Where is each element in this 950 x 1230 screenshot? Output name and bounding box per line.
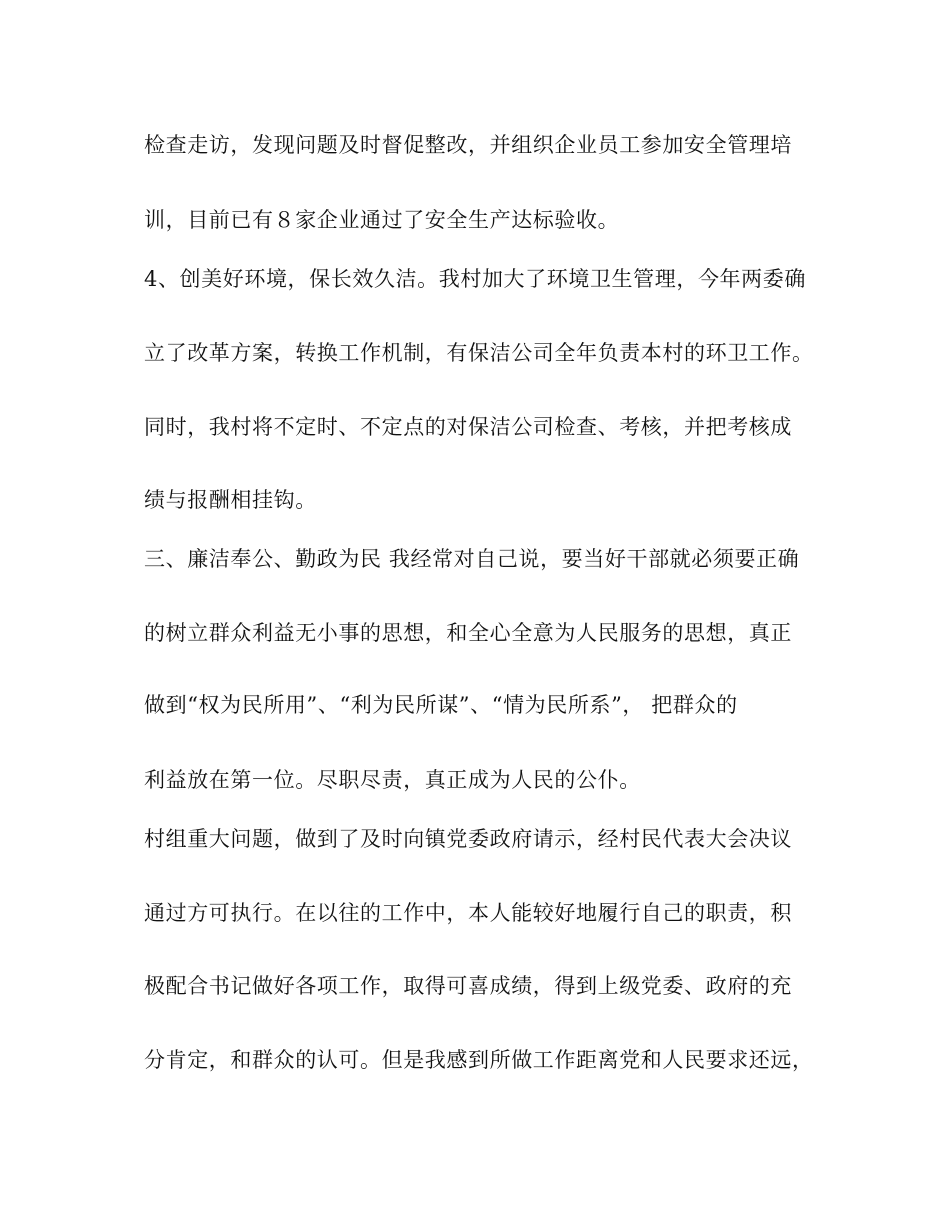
text-line: 做到“权为民所用”、“利为民所谋”、“情为民所系”， 把群众的 [144, 693, 738, 717]
text-line: 通过方可执行。在以往的工作中，本人能较好地履行自己的职责，积 [144, 901, 792, 925]
text-line: 绩与报酬相挂钩。 [144, 488, 317, 512]
text-line: 三、廉洁奉公、勤政为民 我经常对自己说，要当好干部就必须要正确 [144, 547, 800, 571]
text-line: 的树立群众利益无小事的思想，和全心全意为人民服务的思想，真正 [144, 621, 792, 645]
text-line: 利益放在第一位。尽职尽责，真正成为人民的公仆。 [144, 768, 641, 792]
text-line: 立了改革方案，转换工作机制，有保洁公司全年负责本村的环卫工作。 [144, 341, 814, 365]
text-line: 检查走访，发现问题及时督促整改，并组织企业员工参加安全管理培 [144, 133, 792, 157]
text-line: 分肯定，和群众的认可。但是我感到所做工作距离党和人民要求还远， [144, 1048, 814, 1072]
text-line: 村组重大问题，做到了及时向镇党委政府请示，经村民代表大会决议 [144, 827, 792, 851]
text-line: 同时，我村将不定时、不定点的对保洁公司检查、考核，并把考核成 [144, 415, 792, 439]
text-line: 4、创美好环境，保长效久洁。我村加大了环境卫生管理，今年两委确 [144, 267, 806, 291]
text-line: 极配合书记做好各项工作，取得可喜成绩，得到上级党委、政府的充 [144, 974, 792, 998]
text-line: 训，目前已有８家企业通过了安全生产达标验收。 [144, 208, 620, 232]
